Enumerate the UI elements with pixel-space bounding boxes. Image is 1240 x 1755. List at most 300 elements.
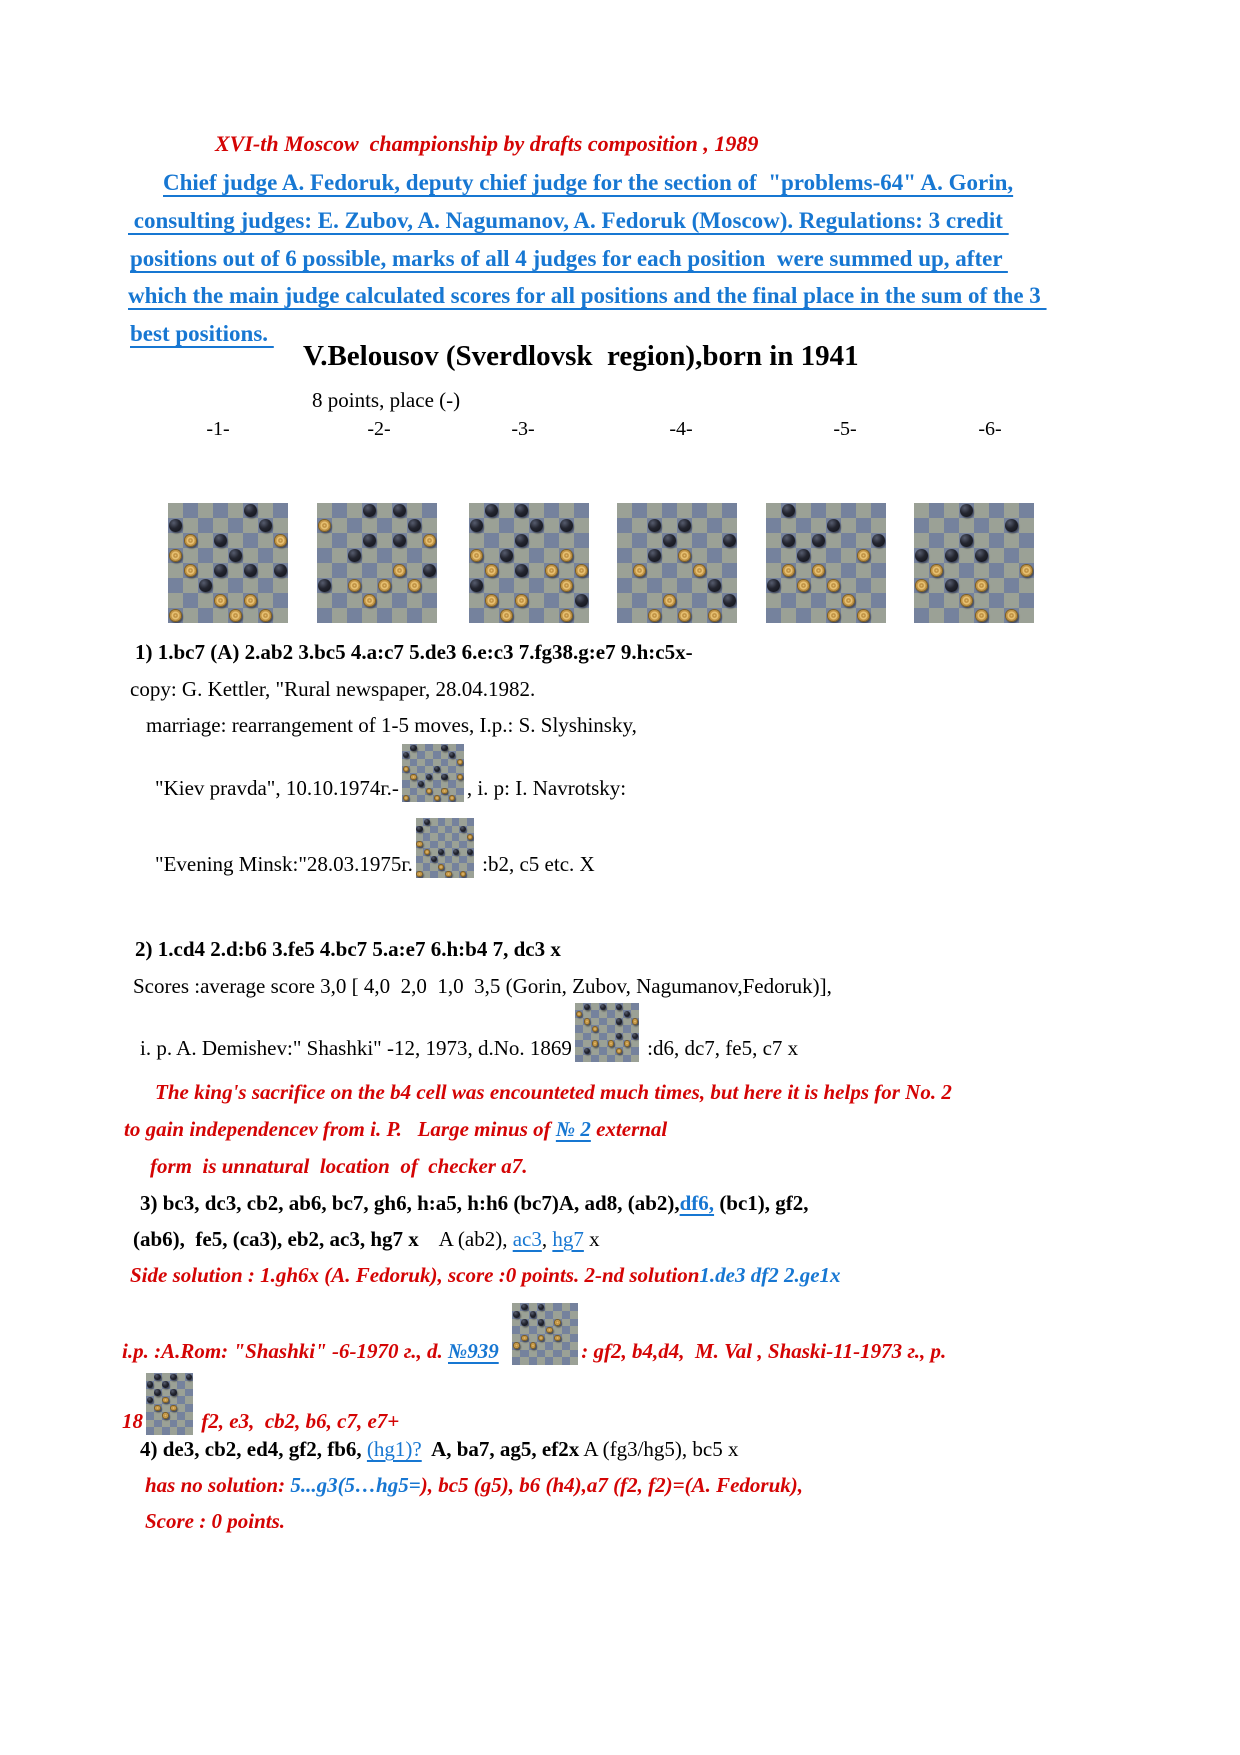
board-square bbox=[632, 503, 648, 519]
board-square bbox=[574, 548, 589, 564]
board-label-3: -3- bbox=[511, 418, 535, 440]
white-checker bbox=[546, 1327, 553, 1334]
link-text[interactable]: ac3 bbox=[512, 1227, 542, 1251]
text-run: , i. p: I. Navrotsky: bbox=[466, 776, 627, 800]
text-run bbox=[499, 1339, 510, 1363]
board-square bbox=[317, 593, 333, 609]
header-line: positions out of 6 possible, marks of all 4 judges for each position were summed up, after bbox=[130, 246, 1008, 271]
white-checker bbox=[857, 549, 870, 562]
board-square bbox=[258, 533, 274, 549]
board-square bbox=[914, 593, 930, 609]
board-square bbox=[662, 548, 678, 564]
board-square bbox=[198, 518, 214, 534]
text-run: to gain independencev from i. P. Large minus of bbox=[124, 1117, 556, 1141]
white-checker bbox=[663, 594, 676, 607]
board-square bbox=[407, 593, 423, 609]
board-square bbox=[796, 608, 812, 623]
board-square bbox=[529, 578, 545, 594]
board-square bbox=[362, 578, 378, 594]
board-square bbox=[632, 608, 648, 623]
board-square bbox=[766, 608, 782, 623]
commentary-line bbox=[155, 1079, 952, 1105]
board-square bbox=[228, 578, 244, 594]
board-square bbox=[362, 608, 378, 623]
board-square bbox=[469, 503, 485, 519]
board-square bbox=[484, 548, 500, 564]
white-checker bbox=[378, 579, 391, 592]
board-square bbox=[377, 518, 393, 534]
white-checker bbox=[408, 579, 421, 592]
board-square bbox=[617, 563, 633, 579]
black-checker bbox=[663, 534, 676, 547]
board-square bbox=[559, 503, 575, 519]
black-checker bbox=[648, 519, 661, 532]
board-square bbox=[974, 563, 990, 579]
solution-1-marriage-note bbox=[146, 712, 637, 738]
board-square bbox=[647, 593, 663, 609]
black-checker bbox=[147, 1381, 154, 1388]
board-square bbox=[377, 503, 393, 519]
board-square bbox=[1004, 548, 1020, 564]
black-checker bbox=[229, 549, 242, 562]
board-square bbox=[722, 563, 737, 579]
text-run: :b2, c5 etc. X bbox=[476, 852, 595, 876]
white-checker bbox=[812, 564, 825, 577]
solution-3-moves bbox=[140, 1190, 809, 1216]
black-checker bbox=[723, 534, 736, 547]
black-checker bbox=[616, 1018, 622, 1024]
white-checker bbox=[616, 1048, 622, 1054]
board-square bbox=[559, 533, 575, 549]
board-square bbox=[914, 608, 930, 623]
black-checker bbox=[584, 1048, 590, 1054]
board-square bbox=[273, 503, 288, 519]
board-square bbox=[332, 563, 348, 579]
board-square bbox=[677, 563, 693, 579]
board-square bbox=[677, 593, 693, 609]
board-square bbox=[332, 608, 348, 623]
board-square bbox=[826, 563, 842, 579]
white-checker bbox=[318, 519, 331, 532]
board-square bbox=[243, 518, 259, 534]
board-square bbox=[168, 533, 184, 549]
board-square bbox=[529, 563, 545, 579]
black-checker bbox=[515, 534, 528, 547]
black-checker bbox=[513, 1311, 520, 1318]
black-checker bbox=[348, 549, 361, 562]
board-square bbox=[781, 518, 797, 534]
white-checker bbox=[827, 579, 840, 592]
black-checker bbox=[410, 745, 416, 751]
text-run: A (ab2), bbox=[418, 1227, 513, 1251]
text-run: 2) 1.cd4 2.d:b6 3.fe5 4.bc7 5.a:e7 6.h:b4 7, dc3 x bbox=[135, 937, 561, 961]
white-checker bbox=[584, 1018, 590, 1024]
board-square bbox=[662, 608, 678, 623]
rom-shashki-line bbox=[122, 1301, 946, 1365]
black-checker bbox=[616, 1004, 622, 1010]
composer-heading: V.Belousov (Sverdlovsk region),born in 1941 bbox=[303, 340, 859, 372]
board-square bbox=[544, 593, 560, 609]
black-checker bbox=[530, 1311, 537, 1318]
white-checker bbox=[259, 609, 272, 622]
white-checker bbox=[648, 609, 661, 622]
board-square bbox=[811, 503, 827, 519]
black-checker bbox=[426, 774, 432, 780]
black-checker bbox=[500, 549, 513, 562]
diagram-board-4 bbox=[617, 503, 737, 623]
board-square bbox=[347, 533, 363, 549]
board-square bbox=[258, 563, 274, 579]
text-run: 5...g3(5…hg5= bbox=[290, 1473, 421, 1497]
board-square bbox=[662, 578, 678, 594]
board-square bbox=[183, 608, 199, 623]
black-checker bbox=[244, 504, 257, 517]
board-square bbox=[422, 503, 437, 519]
board-square bbox=[392, 593, 408, 609]
board-square bbox=[185, 1427, 193, 1435]
board-square bbox=[856, 533, 872, 549]
white-checker bbox=[393, 564, 406, 577]
text-run bbox=[467, 775, 626, 802]
board-square bbox=[914, 533, 930, 549]
board-square bbox=[781, 578, 797, 594]
board-square bbox=[989, 518, 1005, 534]
board-square bbox=[811, 608, 827, 623]
board-square bbox=[1019, 533, 1034, 549]
board-square bbox=[766, 503, 782, 519]
black-checker bbox=[169, 519, 182, 532]
black-checker bbox=[274, 564, 287, 577]
board-square bbox=[617, 593, 633, 609]
board-square bbox=[871, 608, 886, 623]
board-square bbox=[856, 518, 872, 534]
board-square bbox=[707, 533, 723, 549]
white-checker bbox=[416, 871, 422, 877]
board-square bbox=[871, 548, 886, 564]
board-square bbox=[559, 563, 575, 579]
white-checker bbox=[441, 788, 447, 794]
white-checker bbox=[915, 579, 928, 592]
board-square bbox=[544, 503, 560, 519]
board-square bbox=[407, 563, 423, 579]
text-run: i.p. :A.Rom: "Shashki" -6-1970 г., d. bbox=[122, 1339, 448, 1363]
board-square bbox=[499, 503, 515, 519]
white-checker bbox=[363, 594, 376, 607]
board-square bbox=[377, 593, 393, 609]
board-square bbox=[392, 608, 408, 623]
board-square bbox=[469, 608, 485, 623]
board-square bbox=[647, 578, 663, 594]
board-square bbox=[422, 548, 437, 564]
white-checker bbox=[678, 549, 691, 562]
diagram-board-2 bbox=[317, 503, 437, 623]
board-square bbox=[273, 593, 288, 609]
black-checker bbox=[960, 534, 973, 547]
white-checker bbox=[410, 774, 416, 780]
text-run: Side solution : 1.gh6x (A. Fedoruk), score :0 points. 2-nd solution bbox=[130, 1263, 700, 1287]
board-square bbox=[392, 518, 408, 534]
white-checker bbox=[797, 579, 810, 592]
white-checker bbox=[470, 549, 483, 562]
white-checker bbox=[423, 534, 436, 547]
board-square bbox=[929, 608, 945, 623]
board-square bbox=[228, 503, 244, 519]
black-checker bbox=[945, 579, 958, 592]
board-square bbox=[692, 593, 708, 609]
text-run bbox=[140, 1035, 572, 1062]
white-checker bbox=[960, 594, 973, 607]
white-checker bbox=[1005, 609, 1018, 622]
board-square bbox=[332, 593, 348, 609]
board-square bbox=[544, 518, 560, 534]
board-square bbox=[856, 503, 872, 519]
text-run: marriage: rearrangement of 1-5 moves, I.p.: S. Slyshinsky, bbox=[146, 713, 637, 737]
board-square bbox=[929, 593, 945, 609]
board-square bbox=[974, 503, 990, 519]
board-square bbox=[914, 503, 930, 519]
board-square bbox=[826, 593, 842, 609]
black-checker bbox=[584, 1004, 590, 1010]
link-text[interactable]: №939 bbox=[448, 1339, 499, 1363]
board-square bbox=[332, 578, 348, 594]
board-square bbox=[213, 518, 229, 534]
board-label-5: -5- bbox=[833, 418, 857, 440]
black-checker bbox=[521, 1304, 528, 1311]
black-checker bbox=[521, 1319, 528, 1326]
board-square bbox=[856, 563, 872, 579]
black-checker bbox=[767, 579, 780, 592]
solution-1-moves bbox=[135, 639, 693, 665]
black-checker bbox=[424, 819, 430, 825]
board-square bbox=[871, 578, 886, 594]
board-square bbox=[944, 533, 960, 549]
black-checker bbox=[975, 549, 988, 562]
board-square bbox=[617, 533, 633, 549]
solution-3-moves-continued bbox=[133, 1226, 600, 1252]
board-square bbox=[617, 608, 633, 623]
board-square bbox=[856, 593, 872, 609]
board-square bbox=[707, 563, 723, 579]
text-run: 3) bc3, dc3, cb2, ab6, bc7, gh6, h:a5, h:h6 (bc7)A, ad8, (ab2), bbox=[140, 1191, 680, 1215]
board-square bbox=[944, 608, 960, 623]
board-square bbox=[574, 518, 589, 534]
board-square bbox=[456, 795, 464, 802]
board-square bbox=[198, 593, 214, 609]
board-square bbox=[632, 578, 648, 594]
board-square bbox=[377, 533, 393, 549]
black-checker bbox=[708, 579, 721, 592]
inline-diagram-kiev bbox=[402, 744, 464, 802]
board-square bbox=[944, 563, 960, 579]
board-square bbox=[559, 593, 575, 609]
white-checker bbox=[632, 1018, 638, 1024]
board-square bbox=[1004, 593, 1020, 609]
black-checker bbox=[1005, 519, 1018, 532]
board-square bbox=[632, 533, 648, 549]
text-run: has no solution: bbox=[145, 1473, 291, 1497]
board-square bbox=[514, 518, 530, 534]
board-square bbox=[989, 578, 1005, 594]
white-checker bbox=[214, 594, 227, 607]
board-square bbox=[1004, 563, 1020, 579]
board-square bbox=[469, 533, 485, 549]
text-run: 4) de3, cb2, ed4, gf2, fb6, bbox=[140, 1437, 367, 1461]
board-square bbox=[826, 503, 842, 519]
board-square bbox=[662, 503, 678, 519]
board-square bbox=[544, 608, 560, 623]
board-square bbox=[1019, 503, 1034, 519]
board-square bbox=[273, 608, 288, 623]
board-square bbox=[974, 518, 990, 534]
board-square bbox=[796, 593, 812, 609]
board-square bbox=[347, 608, 363, 623]
board-square bbox=[811, 593, 827, 609]
white-checker bbox=[782, 564, 795, 577]
board-square bbox=[766, 593, 782, 609]
board-square bbox=[469, 563, 485, 579]
board-square bbox=[168, 563, 184, 579]
text-run: x bbox=[583, 1227, 600, 1251]
text-run: Scores :average score 3,0 [ 4,0 2,0 1,0 3,5 (Gorin, Zubov, Nagumanov,Fedoruk)], bbox=[133, 974, 832, 998]
white-checker bbox=[608, 1040, 614, 1046]
link-text[interactable]: (hg1)? bbox=[366, 1437, 422, 1461]
board-label-4: -4- bbox=[669, 418, 693, 440]
black-checker bbox=[600, 1004, 606, 1010]
white-checker bbox=[162, 1412, 169, 1419]
white-checker bbox=[545, 564, 558, 577]
evening-minsk-line bbox=[155, 816, 595, 878]
text-run: 1) 1.bc7 (A) 2.ab2 3.bc5 4.a:c7 5.de3 6.e:c3 7.fg38.g:e7 9.h:c5x- bbox=[135, 640, 693, 664]
white-checker bbox=[485, 594, 498, 607]
board-square bbox=[347, 563, 363, 579]
board-square bbox=[362, 563, 378, 579]
black-checker bbox=[214, 534, 227, 547]
board-square bbox=[499, 578, 515, 594]
board-square bbox=[377, 608, 393, 623]
board-square bbox=[377, 563, 393, 579]
text-run bbox=[581, 1338, 946, 1365]
board-square bbox=[467, 871, 474, 879]
black-checker bbox=[915, 549, 928, 562]
board-square bbox=[677, 503, 693, 519]
black-checker bbox=[530, 519, 543, 532]
board-square bbox=[959, 608, 975, 623]
board-square bbox=[198, 608, 214, 623]
board-square bbox=[841, 608, 857, 623]
board-square bbox=[317, 563, 333, 579]
board-square bbox=[826, 533, 842, 549]
board-square bbox=[692, 548, 708, 564]
board-square bbox=[243, 548, 259, 564]
board-square bbox=[422, 593, 437, 609]
link-text[interactable]: hg7 bbox=[552, 1227, 584, 1251]
board-square bbox=[959, 518, 975, 534]
board-square bbox=[407, 548, 423, 564]
white-checker bbox=[500, 609, 513, 622]
board-square bbox=[213, 578, 229, 594]
header-line: Chief judge A. Fedoruk, deputy chief judge for the section of "problems-64" A. Gorin, bbox=[163, 170, 1014, 195]
diagram-board-6 bbox=[914, 503, 1034, 623]
black-checker bbox=[363, 534, 376, 547]
black-checker bbox=[470, 519, 483, 532]
board-square bbox=[811, 578, 827, 594]
board-square bbox=[514, 548, 530, 564]
white-checker bbox=[842, 594, 855, 607]
white-checker bbox=[184, 564, 197, 577]
inline-diagram-minsk bbox=[416, 818, 474, 878]
board-label-6: -6- bbox=[978, 418, 1002, 440]
link-text[interactable]: № 2 bbox=[555, 1117, 591, 1141]
black-checker bbox=[560, 519, 573, 532]
board-square bbox=[1004, 503, 1020, 519]
board-square bbox=[692, 578, 708, 594]
tournament-title: XVI-th Moscow championship by drafts composition , 1989 bbox=[215, 131, 759, 156]
black-checker bbox=[678, 519, 691, 532]
board-square bbox=[707, 503, 723, 519]
board-square bbox=[617, 503, 633, 519]
board-square bbox=[168, 503, 184, 519]
board-square bbox=[989, 593, 1005, 609]
text-run: form is unnatural location of checker a7. bbox=[150, 1154, 528, 1178]
board-square bbox=[647, 503, 663, 519]
white-checker bbox=[975, 579, 988, 592]
board-square bbox=[632, 518, 648, 534]
board-square bbox=[826, 548, 842, 564]
black-checker bbox=[453, 849, 459, 855]
black-checker bbox=[408, 519, 421, 532]
board-label-1: -1- bbox=[206, 418, 230, 440]
commentary-line bbox=[150, 1153, 527, 1179]
text-run: A, ba7, ag5, ef2x bbox=[421, 1437, 580, 1461]
board-square bbox=[484, 578, 500, 594]
header-line: which the main judge calculated scores for all positions and the final place in the sum of the 3 bbox=[128, 283, 1047, 308]
white-checker bbox=[530, 1342, 537, 1349]
white-checker bbox=[170, 1405, 177, 1412]
black-checker bbox=[515, 564, 528, 577]
board-square bbox=[841, 503, 857, 519]
board-square bbox=[662, 563, 678, 579]
text-run: f2, e3, cb2, b6, c7, e7+ bbox=[196, 1409, 400, 1433]
board-square bbox=[362, 518, 378, 534]
board-square bbox=[228, 563, 244, 579]
board-square bbox=[183, 518, 199, 534]
white-checker bbox=[554, 1335, 561, 1342]
board-square bbox=[1019, 548, 1034, 564]
board-square bbox=[1019, 608, 1034, 623]
solution-2-moves bbox=[135, 936, 561, 962]
board-square bbox=[1004, 533, 1020, 549]
black-checker bbox=[416, 826, 422, 832]
board-square bbox=[499, 518, 515, 534]
white-checker bbox=[515, 594, 528, 607]
board-square bbox=[707, 593, 723, 609]
board-square bbox=[1004, 578, 1020, 594]
board-square bbox=[499, 533, 515, 549]
board-square bbox=[213, 548, 229, 564]
board-square bbox=[258, 593, 274, 609]
solution-4-no-solution-note bbox=[145, 1472, 803, 1498]
link-text[interactable]: df6, bbox=[679, 1191, 715, 1215]
composer-score-subtitle: 8 points, place (-) bbox=[312, 388, 461, 412]
text-run: copy: G. Kettler, "Rural newspaper, 28.04.1982. bbox=[130, 677, 536, 701]
board-square bbox=[198, 533, 214, 549]
white-checker bbox=[513, 1342, 520, 1349]
white-checker bbox=[576, 1011, 582, 1017]
inline-diagram-939 bbox=[512, 1303, 578, 1365]
black-checker bbox=[782, 534, 795, 547]
board-square bbox=[243, 533, 259, 549]
white-checker bbox=[624, 1040, 630, 1046]
